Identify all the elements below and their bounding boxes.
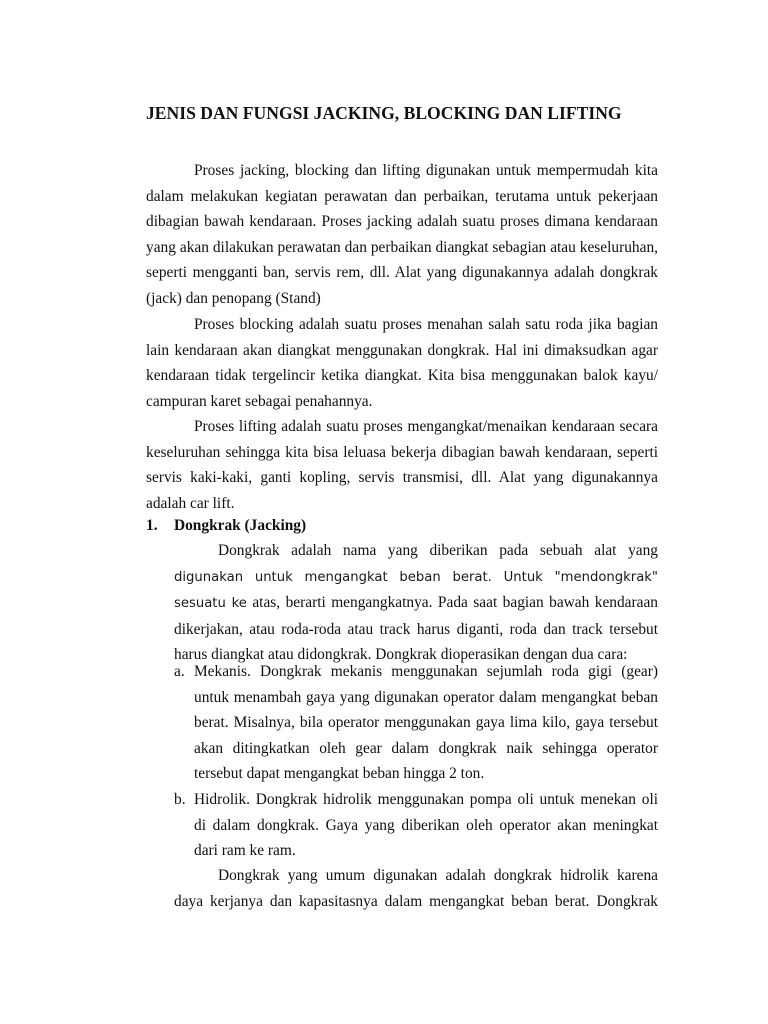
list-item-text: Hidrolik. Dongkrak hidrolik menggunakan pompa oli untuk menekan oli di dalam dongkrak. Gaya yang diberikan oleh operator akan meningkat dari ram ke ram. [194,791,658,860]
section-number: 1. [146,517,158,534]
list-item-hidrolik [174,787,658,864]
document-title: JENIS DAN FUNGSI JACKING, BLOCKING DAN LIFTING [146,103,622,123]
paragraph-blocking: Proses blocking adalah suatu proses menahan salah satu roda jika bagian lain kendaraan akan diangkat menggunakan dongkrak. Hal ini dimaksudkan agar kendaraan tidak tergelincir ketika diangkat. Kita bisa menggunakan balok kayu/ campuran karet sebagai penahannya. [146,316,658,410]
paragraph-jacking: Proses jacking, blocking dan lifting digunakan untuk mempermudah kita dalam melakukan kegiatan perawatan dan perbaikan, terutama untuk pekerjaan dibagian bawah kendaraan. Proses jacking adalah suatu proses dimana kendaraan yang akan dilakukan perawatan dan perbaikan diangkat sebagian atau keseluruhan, seperti mengganti ban, servis rem, dll. Alat yang digunakannya adalah dongkrak (jack) dan penopang (Stand) [146,162,658,307]
paragraph-lifting: Proses lifting adalah suatu proses mengangkat/menaikan kendaraan secara keseluruhan sehingga kita bisa leluasa bekerja dibagian bawah kendaraan, seperti servis kaki-kaki, ganti kopling, servis transmisi, dll. Alat yang digunakannya adalah car lift. [146,418,658,512]
list-marker: b. [174,791,186,808]
section-intro-part3: atas, berarti mengangkatnya. Pada saat bagian bawah kendaraan dikerjakan, atau roda-roda atau track harus diganti, roda dan track tersebut harus diangkat atau didongkrak. Dongkrak dioperasikan dengan dua cara: [174,594,658,664]
section-title: Dongkrak (Jacking) [174,517,307,534]
section-intro-part1: Dongkrak adalah nama yang diberikan pada sebuah alat yang [218,542,658,559]
list-marker: a. [174,663,185,680]
list-item-mekanis [174,659,658,787]
section-intro-paragraph [174,538,658,668]
section-heading [146,516,306,536]
section-intro-part2: digunakan untuk mengangkat beban berat. Untuk "mendongkrak" sesuatu ke [174,569,658,612]
closing-paragraph: Dongkrak yang umum digunakan adalah dongkrak hidrolik karena daya kerjanya dan kapasitasnya dalam mengangkat beban berat. Dongkrak [174,867,658,910]
list-item-text: Mekanis. Dongkrak mekanis menggunakan sejumlah roda gigi (gear) untuk menambah gaya yang digunakan operator dalam mengangkat beban berat. Misalnya, bila operator menggunakan gaya lima kilo, gaya tersebut akan ditingkatkan oleh gear dalam dongkrak naik sehingga operator tersebut dapat mengangkat beban hingga 2 ton. [194,663,658,783]
